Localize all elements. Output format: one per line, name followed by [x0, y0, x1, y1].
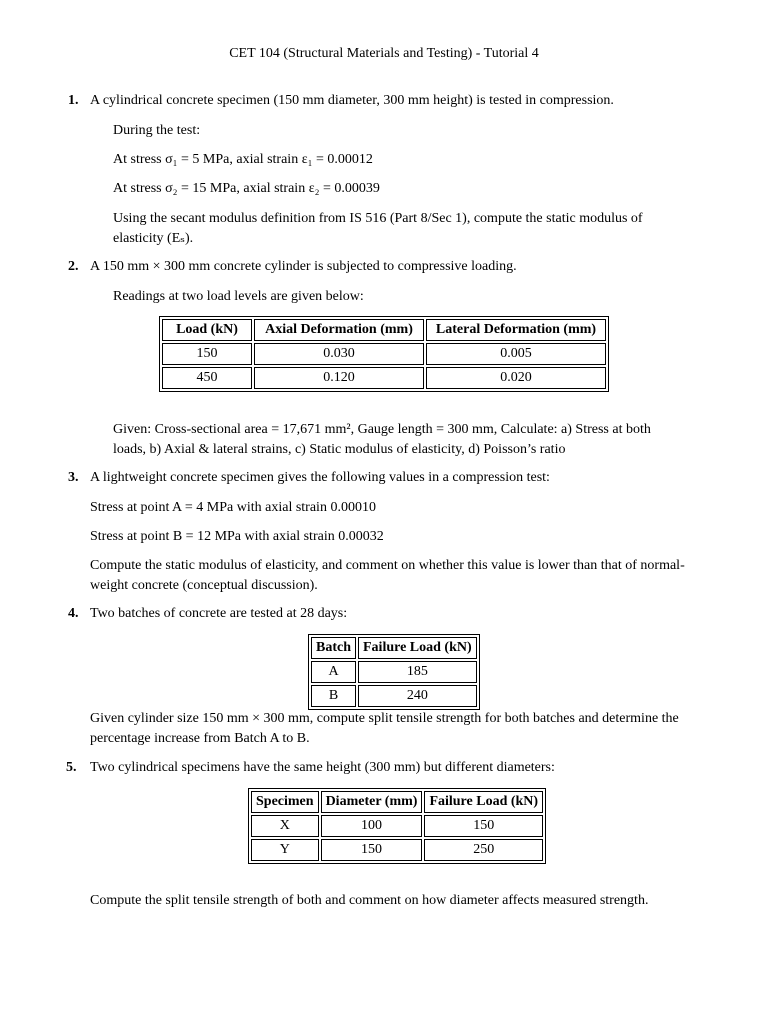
q4-given-line-2: percentage increase from Batch A to B.	[90, 731, 310, 746]
table-row	[251, 815, 543, 837]
table-cell: 250	[424, 839, 543, 861]
q2-readings: Readings at two load levels are given below:	[113, 289, 364, 304]
question-text: A cylindrical concrete specimen (150 mm diameter, 300 mm height) is tested in compression.	[90, 93, 614, 108]
table-cell: 150	[424, 815, 543, 837]
column-header: Diameter (mm)	[321, 791, 423, 813]
q3-point-b: Stress at point B = 12 MPa with axial strain 0.00032	[90, 529, 384, 544]
question-number: 2.	[68, 259, 79, 274]
table-cell: 0.030	[254, 343, 424, 365]
q1-instruction-line-1: Using the secant modulus definition from IS 516 (Part 8/Sec 1), compute the static modulus of	[113, 211, 643, 226]
table-cell: A	[311, 661, 356, 683]
q5-instruction: Compute the split tensile strength of both and comment on how diameter affects measured strength.	[90, 893, 649, 908]
q2-given	[113, 420, 683, 460]
q3-instruction-line-2: weight concrete (conceptual discussion).	[90, 578, 318, 593]
table-cell: X	[251, 815, 319, 837]
q1-instruction	[113, 209, 673, 249]
q1-stress-2: At stress σ₂ = 15 MPa, axial strain ε₂ = 0.00039	[113, 181, 380, 196]
q3-instruction	[90, 556, 690, 596]
column-header: Axial Deformation (mm)	[254, 319, 424, 341]
q1-during: During the test:	[113, 123, 201, 138]
table-row	[162, 367, 606, 389]
q4-table	[308, 634, 480, 710]
table-cell: 150	[162, 343, 252, 365]
table-cell: 185	[358, 661, 477, 683]
q4-given	[90, 709, 690, 749]
question-text: A lightweight concrete specimen gives the following values in a compression test:	[90, 470, 550, 485]
question-number: 5.	[66, 760, 77, 775]
table-cell: Y	[251, 839, 319, 861]
table-cell: 150	[321, 839, 423, 861]
q1-instruction-line-2: elasticity (Eₛ).	[113, 231, 194, 246]
column-header: Load (kN)	[162, 319, 252, 341]
q4-given-line-1: Given cylinder size 150 mm × 300 mm, compute split tensile strength for both batches and determine the	[90, 711, 679, 726]
column-header: Batch	[311, 637, 356, 659]
question-3	[68, 468, 690, 488]
table-row	[162, 343, 606, 365]
table-header-row	[162, 319, 606, 341]
question-number: 3.	[68, 470, 79, 485]
question-2	[68, 257, 690, 277]
question-text: A 150 mm × 300 mm concrete cylinder is subjected to compressive loading.	[90, 259, 517, 274]
q2-given-line-1: Given: Cross-sectional area = 17,671 mm², Gauge length = 300 mm, Calculate: a) Stress at both	[113, 422, 651, 437]
table-cell: 450	[162, 367, 252, 389]
question-1	[68, 91, 690, 111]
table-row	[251, 839, 543, 861]
q5-table	[248, 788, 546, 864]
question-number: 4.	[68, 606, 79, 621]
table-row	[311, 685, 477, 707]
table-header-row	[251, 791, 543, 813]
table-cell: B	[311, 685, 356, 707]
q3-instruction-line-1: Compute the static modulus of elasticity, and comment on whether this value is lower than that of normal-	[90, 558, 685, 573]
q2-given-line-2: loads, b) Axial & lateral strains, c) Static modulus of elasticity, d) Poisson’s ratio	[113, 442, 566, 457]
table-cell: 0.020	[426, 367, 606, 389]
question-number: 1.	[68, 93, 79, 108]
question-text: Two cylindrical specimens have the same height (300 mm) but different diameters:	[90, 760, 555, 775]
column-header: Lateral Deformation (mm)	[426, 319, 606, 341]
table-cell: 0.005	[426, 343, 606, 365]
page-title: CET 104 (Structural Materials and Testing) - Tutorial 4	[229, 46, 539, 61]
column-header: Specimen	[251, 791, 319, 813]
table-row	[311, 661, 477, 683]
table-cell: 240	[358, 685, 477, 707]
q1-stress-1: At stress σ₁ = 5 MPa, axial strain ε₁ = 0.00012	[113, 152, 373, 167]
question-4	[68, 604, 690, 624]
table-cell: 0.120	[254, 367, 424, 389]
q2-table	[159, 316, 609, 392]
question-text: Two batches of concrete are tested at 28 days:	[90, 606, 348, 621]
column-header: Failure Load (kN)	[358, 637, 477, 659]
table-cell: 100	[321, 815, 423, 837]
q3-point-a: Stress at point A = 4 MPa with axial strain 0.00010	[90, 500, 376, 515]
table-header-row	[311, 637, 477, 659]
column-header: Failure Load (kN)	[424, 791, 543, 813]
question-5	[66, 758, 690, 778]
